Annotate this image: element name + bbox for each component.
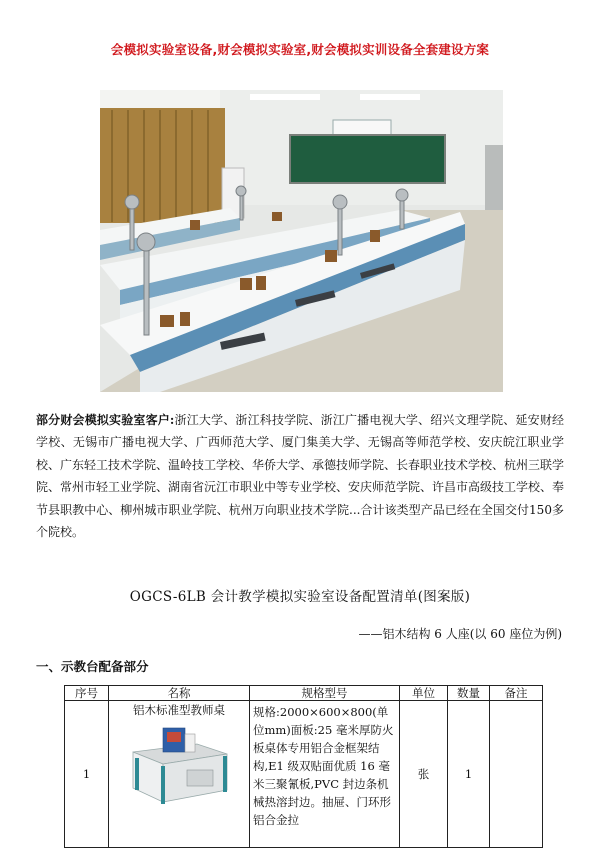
client-intro-label: 部分财会模拟实验室客户:: [36, 413, 175, 427]
header-qty: 数量: [448, 686, 490, 701]
header-name: 名称: [109, 686, 250, 701]
header-unit: 单位: [400, 686, 448, 701]
lab-photo: [100, 90, 503, 392]
client-intro-text: 浙江大学、浙江科技学院、浙江广播电视大学、绍兴文理学院、延安财经学校、无锡市广播电视大学、广西师范大学、厦门集美大学、无锡高等师范学校、安庆皖江职业学校、广东轻工技术学院、温岭技工学校、华侨大学、承德技师学院、长春职业技术学校、杭州三联学院、常州市轻工业学院、湖南省沅江市职业中等专业学校、安庆师范学院、许昌市高级技工学校、奉节县职教中心、柳州城市职业学院、杭州万向职业技术学院...合计该类型产品已经在全国交付150多个院校。: [36, 413, 565, 540]
header-index: 序号: [65, 686, 109, 701]
row-unit: 张: [400, 701, 448, 848]
table-row: [65, 701, 543, 848]
teacher-desk-image: [127, 722, 231, 808]
row-index: 1: [65, 701, 109, 848]
row-name: 铝木标准型教师桌: [133, 703, 225, 717]
client-intro: [36, 409, 564, 543]
page-title: 会模拟实验室设备,财会模拟实验室,财会模拟实训设备全套建设方案: [110, 42, 490, 57]
lab-photo-illustration: [100, 90, 503, 392]
config-table: [64, 685, 543, 848]
header-note: 备注: [490, 686, 543, 701]
row-name-cell: [109, 701, 250, 848]
row-note: [490, 701, 543, 848]
config-list-subtitle: ——铝木结构 6 人座(以 60 座位为例): [358, 627, 562, 641]
table-header-row: [65, 686, 543, 701]
row-spec: 规格:2000×600×800(单位mm)面板:25 毫米厚防火板桌体专用铝合金框架结构,E1 级双贴面优质 16 毫米三聚氰板,PVC 封边条机械热溶封边。抽屉、门环形铝合金拉: [250, 701, 400, 848]
section-title: 一、示教台配备部分: [36, 659, 149, 674]
header-spec: 规格型号: [250, 686, 400, 701]
config-list-title: OGCS-6LB 会计教学模拟实验室设备配置清单(图案版): [129, 589, 471, 605]
row-qty: 1: [448, 701, 490, 848]
